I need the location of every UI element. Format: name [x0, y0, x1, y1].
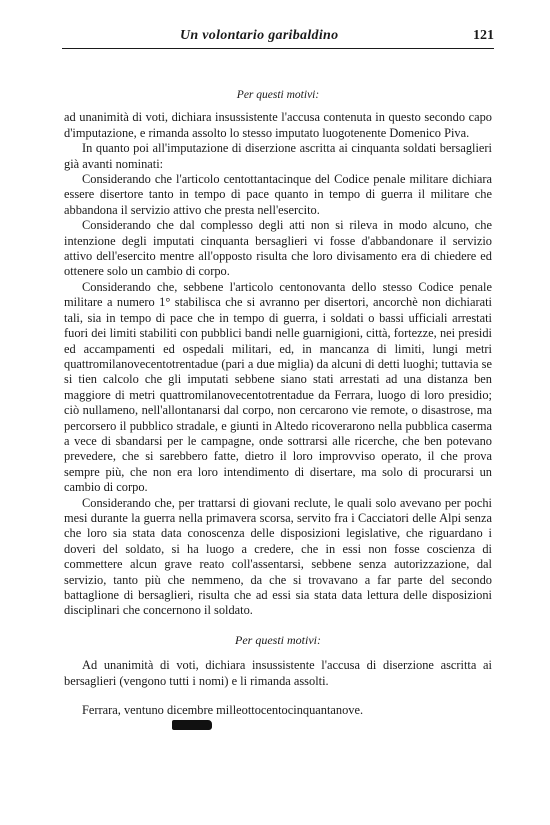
section-heading-first: Per questi motivi:: [236, 89, 320, 101]
paragraph-desertion-intro: In quanto poi all'imputazione di diserzione ascritta ai cinquanta soldati bersaglieri già avanti nominati:: [64, 141, 492, 171]
paragraph-acquittal: ad unanimità di voti, dichiara insussistente l'accusa contenuta in questo secondo capo d'imputazione, e rimanda assolto lo stesso imputato luogotenente Domenico Piva.: [64, 110, 492, 140]
paragraph-considerando-1: Considerando che l'articolo centottantacinque del Codice penale militare dichiara essere disertore tanto in tempo di pace quanto in tempo di guerra il militare che abbandona il servizio attivo che presta nell'esercito.: [64, 172, 492, 217]
paragraph-considerando-3: Considerando che, sebbene l'articolo centonovanta dello stesso Codice penale militare a numero 1° stabilisca che si avranno per disertori, ancorchè non dichiarati tali, sia in tempo di pace che in tempo di guerra, i soldati o bassi ufficiali arrestati fuori dei limiti stabiliti con pubblici bandi nelle guarnigioni, città, fortezze, nei presidi ed accampamenti ed ospedali militari, ed, in mancanza di limiti, lungi metri quattromilanovecentotrentadue (pari a due miglia) da alcuni di detti luoghi; tuttavia se si tien calcolo che gli imputati sebbene siano stati arrestati ad una distanza ben maggiore di metri quattromilanovecentotrentadue da Ferrara, luogo di loro presidio; ciò nullameno, nell'allontanarsi dal corpo, non cercarono vie remote, o disastrose, ma percorsero il pubblico stradale, e giunti in Altedo ricoverarono nella pubblica caserma a vece di sbandarsi per le campagne, onde sottrarsi alle ricerche, che ben potevano prevedere, che si sarebbero fatte, dietro il loro improvviso operato, il che prova sempre più, che non era loro intendimento di disertare, ma solo di procurarsi un cambio di corpo.: [64, 279, 492, 495]
section-heading-second: Per questi motivi:: [235, 632, 321, 647]
ink-blot-mark: [172, 720, 212, 730]
paragraph-considerando-2: Considerando che dal complesso degli atti non si rileva in modo alcuno, che intenzione degli imputati cinquanta bersaglieri vi fosse d'abbandonare il servizio attivo dell'esercito mentre all'opposto risulta che loro divisamento era di chiedere ed ottenere solo un cambio di corpo.: [64, 218, 492, 279]
header-rule: [62, 48, 494, 49]
place-date-line: Ferrara, ventuno dicembre milleottocentocinquantanove.: [82, 703, 364, 718]
page-number: 121: [473, 28, 494, 43]
running-title: Un volontario garibaldino: [180, 28, 339, 43]
paragraph-considerando-4: Considerando che, per trattarsi di giovani reclute, le quali solo avevano per pochi mesi durante la guerra nella primavera scorsa, servito fra i Cacciatori delle Alpi senza che loro sia stata data conoscenza delle disposizioni legislative, che riguardano i doveri del soldato, si ha luogo a credere, che in essi non fosse coscienza di commettere alcun grave reato coll'assentarsi, sebbene senza autorizzazione, dal servizio, tanto più che nemmeno, da che si trovavano a far parte del secondo battaglione di bersaglieri, risulta che ad essi sia stata data lettura delle disposizioni disciplinari che concernono il soldato.: [64, 495, 492, 618]
paragraph-verdict: Ad unanimità di voti, dichiara insussistente l'accusa di diserzione ascritta ai bersaglieri (vengono tutti i nomi) e li rimanda assolti.: [64, 658, 492, 688]
document-body: [64, 88, 492, 730]
